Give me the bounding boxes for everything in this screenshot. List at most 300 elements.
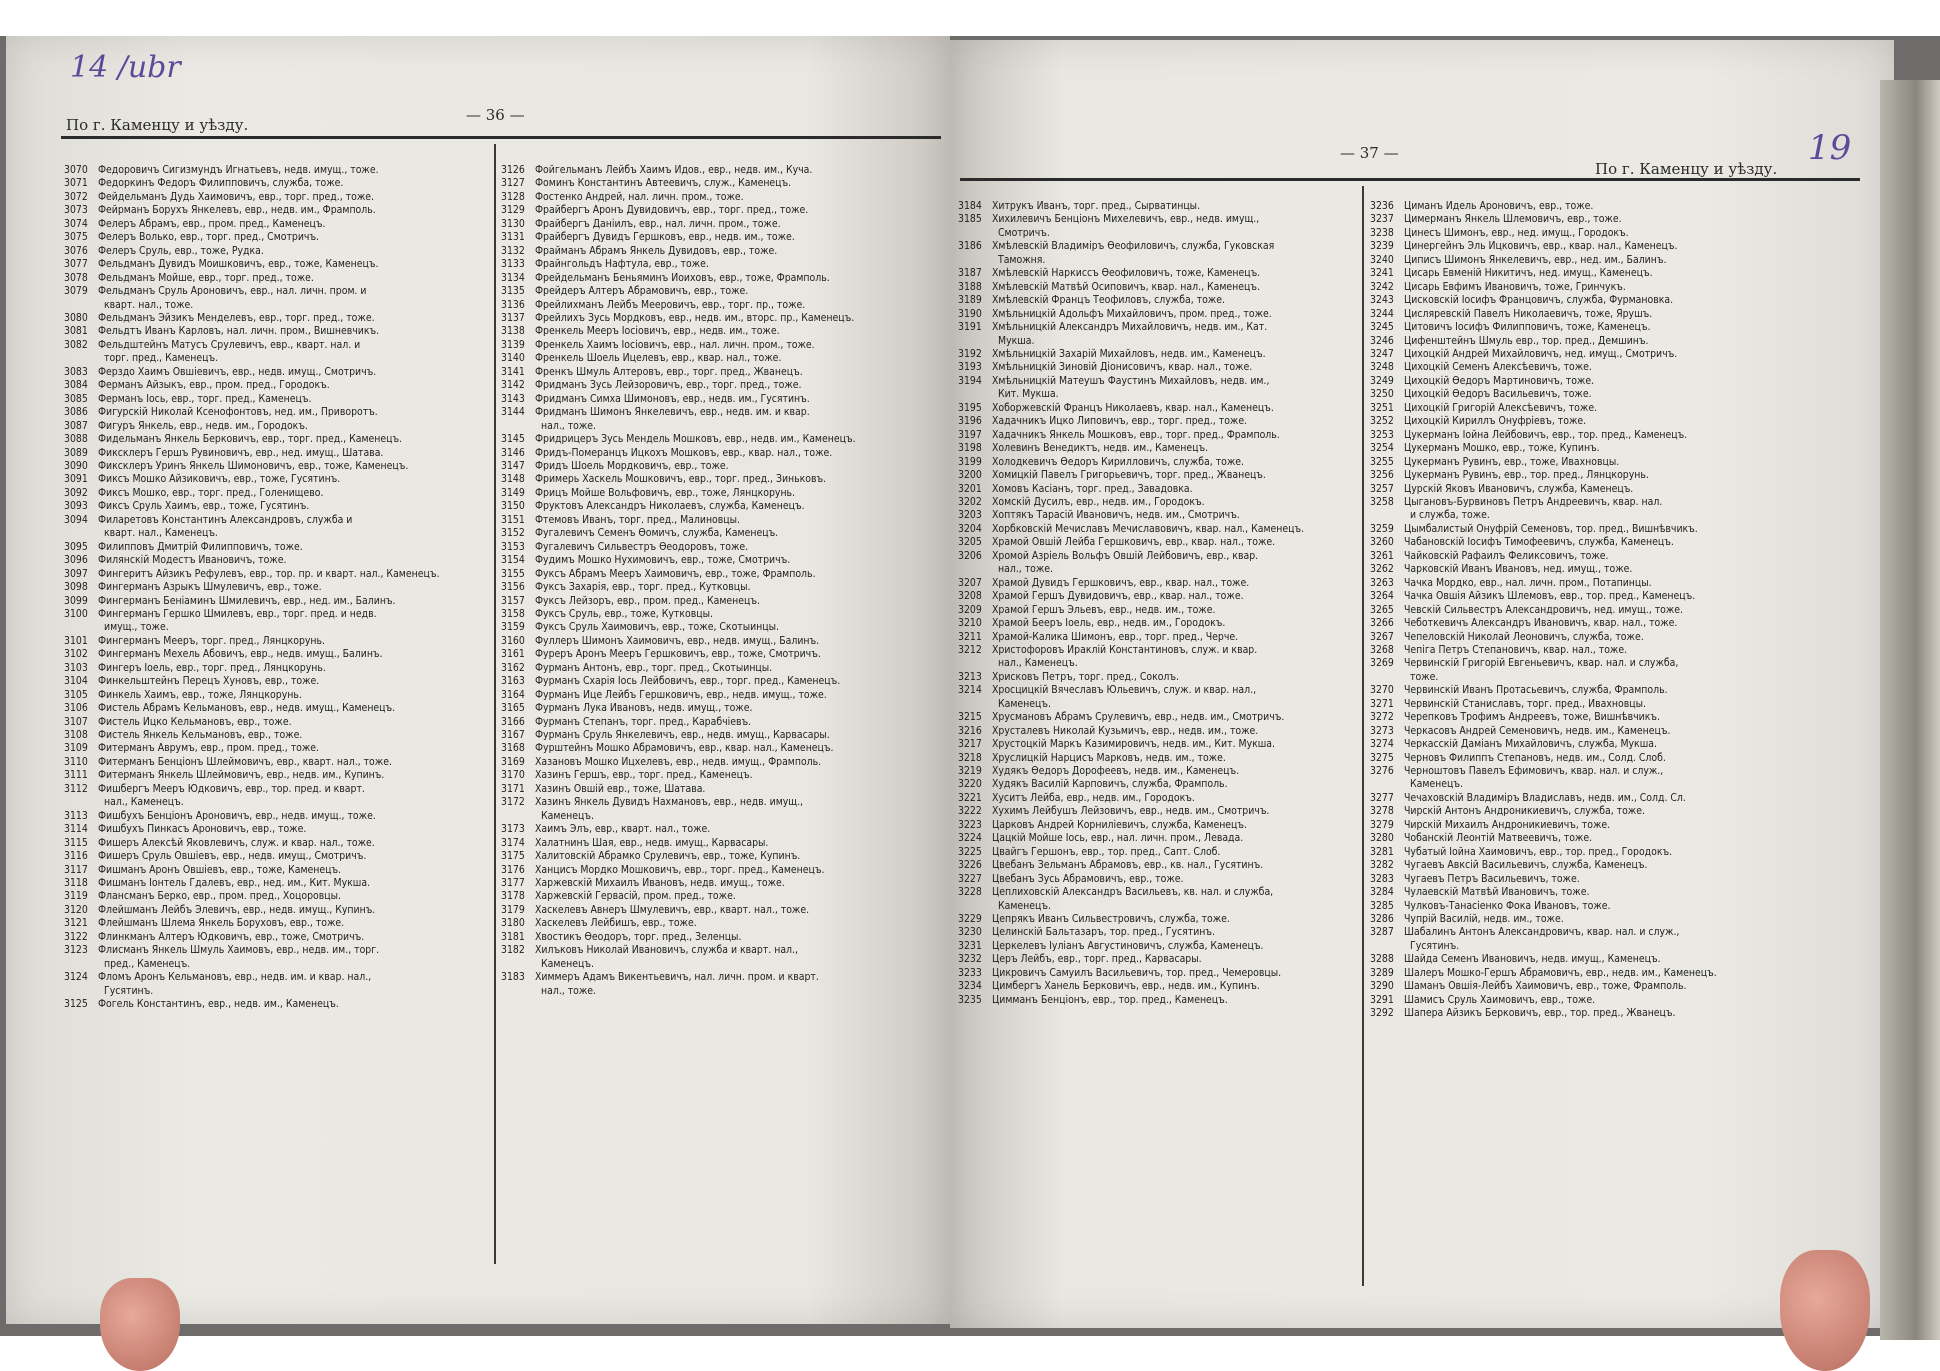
entry-text: Циписъ Шимонъ Янкелевичъ, евр., нед. им., Балинъ. <box>1404 253 1667 266</box>
register-entry <box>1370 456 1850 469</box>
entry-text: Цвайгъ Гершонъ, евр., тор. пред., Сапт. Слоб. <box>992 845 1221 858</box>
entry-text: Каменецъ. <box>541 809 594 822</box>
entry-number: 3292 <box>1370 1007 1394 1020</box>
entry-text: Фридманъ Шимонъ Янкелевичъ, евр., недв. им. и квар. <box>535 406 810 419</box>
register-entry <box>501 850 941 863</box>
entry-number: 3245 <box>1370 321 1394 334</box>
entry-text: Фридманъ Симха Шимоновъ, евр., недв. им., Гусятинъ. <box>535 392 810 405</box>
register-entry <box>958 657 1358 670</box>
register-entry <box>501 904 941 917</box>
entry-number: 3088 <box>64 433 88 446</box>
entry-number: 3080 <box>64 311 88 324</box>
register-entry <box>1370 402 1850 415</box>
entry-text: Фуксъ Абрамъ Мееръ Хаимовичъ, евр., тоже, Фрамполь. <box>535 567 816 580</box>
entry-text: Фурманъ Лука Ивановъ, недв. имущ., тоже. <box>535 702 753 715</box>
entry-number: 3268 <box>1370 643 1394 656</box>
register-entry <box>958 523 1358 536</box>
register-entry <box>64 581 490 594</box>
right-header-rule <box>960 178 1860 181</box>
entry-number: 3235 <box>958 993 982 1006</box>
register-entry <box>958 550 1358 563</box>
entry-text: Фельдтъ Иванъ Карловъ, нал. личн. пром., Вишневчикъ. <box>98 325 380 338</box>
entry-text: Чугаевъ Петръ Васильевичъ, тоже. <box>1404 872 1580 885</box>
register-entry <box>64 890 490 903</box>
register-entry <box>1370 752 1850 765</box>
entry-text: Фельдманъ Мойше, евр., торг. пред., тоже. <box>98 271 314 284</box>
entry-text: Флансманъ Берко, евр., пром. пред., Хоцоровцы. <box>98 890 341 903</box>
entry-text: Фоминъ Константинъ Автеевичъ, служ., Каменецъ. <box>535 177 792 190</box>
entry-number: 3181 <box>501 930 525 943</box>
entry-text: Фуреръ Аронъ Мееръ Гершковичъ, евр., тоже, Смотричъ. <box>535 648 821 661</box>
register-entry <box>501 769 941 782</box>
register-entry <box>958 294 1358 307</box>
entry-number: 3214 <box>958 684 982 697</box>
register-entry <box>64 325 490 338</box>
entry-text: Фингерманъ Азрыкъ Шмулевичъ, евр., тоже. <box>98 581 322 594</box>
entry-number: 3082 <box>64 338 88 351</box>
entry-text: Фельдштейнъ Матусъ Срулевичъ, евр., кварт. нал. и <box>98 338 361 351</box>
entry-number: 3211 <box>958 630 982 643</box>
entry-number: 3130 <box>501 217 525 230</box>
register-entry <box>1370 604 1850 617</box>
entry-text: Шайда Семенъ Ивановичъ, недв. имущ., Каменецъ. <box>1404 953 1661 966</box>
register-entry <box>64 406 490 419</box>
register-entry <box>64 837 490 850</box>
register-entry <box>958 913 1358 926</box>
entry-text: Хмѣлевскій Матвѣй Осиповичъ, квар. нал., Каменецъ. <box>992 280 1260 293</box>
entry-number: 3183 <box>501 971 525 984</box>
register-entry <box>501 595 941 608</box>
entry-text: Филипповъ Дмитрій Филипповичъ, тоже. <box>98 540 303 553</box>
entry-number: 3083 <box>64 365 88 378</box>
entry-text: нал., тоже. <box>541 419 597 432</box>
right-page-column-2 <box>1370 200 1850 1021</box>
entry-text: Чеботкевичъ Александръ Ивановичъ, квар. нал., тоже. <box>1404 617 1678 630</box>
entry-number: 3202 <box>958 495 982 508</box>
entry-text: имущ., тоже. <box>104 621 169 634</box>
register-entry <box>64 648 490 661</box>
entry-number: 3128 <box>501 190 525 203</box>
entry-text: Цымбалистый Онуфрій Семеновъ, тор. пред., Вишнѣвчикъ. <box>1404 522 1698 535</box>
entry-text: Хуситъ Лейба, евр., недв. им., Городокъ. <box>992 791 1195 804</box>
entry-number: 3282 <box>1370 859 1394 872</box>
register-entry <box>958 617 1358 630</box>
register-entry <box>64 783 490 796</box>
entry-number: 3190 <box>958 307 982 320</box>
entry-text: Хрусталевъ Николай Кузьмичъ, евр., недв. им., тоже. <box>992 724 1259 737</box>
entry-text: Фрейлихъ Зусь Мордковъ, евр., недв. им., вторс. пр., Каменецъ. <box>535 311 855 324</box>
entry-number: 3242 <box>1370 280 1394 293</box>
register-entry <box>1370 563 1850 576</box>
entry-number: 3081 <box>64 325 88 338</box>
entry-text: Фингерманъ Мехель Абовичъ, евр., недв. имущ., Балинъ. <box>98 648 383 661</box>
entry-text: Христофоровъ Ираклій Константиновъ, служ. и квар. <box>992 643 1258 656</box>
register-entry <box>501 837 941 850</box>
entry-text: Худякъ Ѳедоръ Дорофеевъ, недв. им., Каменецъ. <box>992 765 1240 778</box>
entry-number: 3095 <box>64 540 88 553</box>
register-entry <box>64 366 490 379</box>
register-entry <box>958 267 1358 280</box>
entry-text: Фелеръ Волько, евр., торг. пред., Смотричъ. <box>98 231 320 244</box>
register-entry <box>1370 388 1850 401</box>
entry-text: Фидельманъ Янкель Берковичъ, евр., торг. пред., Каменецъ. <box>98 433 403 446</box>
entry-number: 3189 <box>958 294 982 307</box>
entry-text: Ферманъ Айзыкъ, евр., пром. пред., Городокъ. <box>98 379 330 392</box>
entry-text: Цихоцкій Семенъ Алексѣевичъ, тоже. <box>1404 361 1592 374</box>
right-page-column-1 <box>958 200 1358 1007</box>
entry-text: Фуксъ Сруль Хаимовичъ, евр., тоже, Скотыинцы. <box>535 621 780 634</box>
entry-number: 3129 <box>501 204 525 217</box>
entry-text: Ханцисъ Мордко Мошковичъ, евр., торг. пред., Каменецъ. <box>535 863 825 876</box>
entry-text: Френкель Хаимъ Іосіовичъ, евр., нал. личн. пром., тоже. <box>535 338 815 351</box>
entry-text: Чачка Овшія Айзикъ Шлемовъ, евр., тор. пред., Каменецъ. <box>1404 590 1696 603</box>
register-entry <box>64 675 490 688</box>
entry-number: 3200 <box>958 469 982 482</box>
register-entry <box>501 716 941 729</box>
entry-number: 3281 <box>1370 845 1394 858</box>
entry-number: 3186 <box>958 240 982 253</box>
entry-number: 3096 <box>64 554 88 567</box>
register-entry <box>1370 926 1850 939</box>
register-entry <box>64 796 490 809</box>
register-entry <box>64 608 490 621</box>
left-page <box>6 36 950 1324</box>
entry-text: Цукерманъ Рувинъ, евр., тор. пред., Лянцкорунь. <box>1404 469 1649 482</box>
entry-number: 3152 <box>501 527 525 540</box>
register-entry <box>64 729 490 742</box>
entry-text: Хруслицкій Нарцисъ Марковъ, недв. им., тоже. <box>992 751 1226 764</box>
entry-text: Холевинъ Венедиктъ, недв. им., Каменецъ. <box>992 442 1209 455</box>
entry-number: 3264 <box>1370 590 1394 603</box>
register-entry <box>501 917 941 930</box>
entry-text: Цихоцкій Григорій Алексѣевичъ, тоже. <box>1404 401 1598 414</box>
register-entry <box>501 742 941 755</box>
entry-number: 3127 <box>501 177 525 190</box>
entry-text: Фугалевичъ Сильвестръ Ѳеодоровъ, тоже. <box>535 540 749 553</box>
entry-number: 3119 <box>64 890 88 903</box>
entry-text: Хилъковъ Николай Ивановичъ, служба и кварт. нал., <box>535 944 798 957</box>
register-entry <box>1370 200 1850 213</box>
entry-text: Фитерманъ Аврумъ, евр., пром. пред., тоже. <box>98 742 320 755</box>
entry-text: Фтемовъ Иванъ, торг. пред., Малиновцы. <box>535 513 740 526</box>
entry-text: пред., Каменецъ. <box>104 957 191 970</box>
register-entry <box>64 245 490 258</box>
register-entry <box>958 469 1358 482</box>
entry-text: Хомскій Дусилъ, евр., недв. им., Городокъ. <box>992 495 1205 508</box>
entry-text: Фридъ Шоель Мордковичъ, евр., тоже. <box>535 459 729 472</box>
register-entry <box>958 846 1358 859</box>
entry-number: 3166 <box>501 715 525 728</box>
entry-number: 3263 <box>1370 576 1394 589</box>
entry-number: 3091 <box>64 473 88 486</box>
entry-number: 3104 <box>64 675 88 688</box>
entry-text: Френкель Мееръ Іосіовичъ, евр., недв. им., тоже. <box>535 325 780 338</box>
register-entry <box>958 254 1358 267</box>
entry-number: 3279 <box>1370 818 1394 831</box>
register-entry <box>1370 509 1850 522</box>
register-entry <box>64 433 490 446</box>
entry-number: 3139 <box>501 338 525 351</box>
entry-text: Черноштовъ Павелъ Ефимовичъ, квар. нал. и служ., <box>1404 765 1664 778</box>
entry-text: Церкелевъ Іуліанъ Августиновичъ, служба, Каменецъ. <box>992 939 1264 952</box>
thumb-right <box>1780 1250 1870 1371</box>
entry-number: 3094 <box>64 513 88 526</box>
entry-text: Фелеръ Абрамъ, евр., пром. пред., Каменецъ. <box>98 217 326 230</box>
entry-text: Чубатый Іойна Хаимовичъ, евр., тор. пред., Городокъ. <box>1404 845 1673 858</box>
register-entry <box>64 716 490 729</box>
entry-number: 3151 <box>501 513 525 526</box>
register-entry <box>1370 644 1850 657</box>
entry-text: Каменецъ. <box>998 697 1051 710</box>
entry-number: 3241 <box>1370 267 1394 280</box>
entry-number: 3085 <box>64 392 88 405</box>
entry-text: Филянскій Модестъ Ивановичъ, тоже. <box>98 554 287 567</box>
entry-number: 3217 <box>958 738 982 751</box>
entry-text: Фрайманъ Абрамъ Янкель Дувидовъ, евр., тоже. <box>535 244 778 257</box>
register-entry <box>501 729 941 742</box>
entry-text: Фистель Янкель Кельмановъ, евр., тоже. <box>98 729 303 742</box>
page-block-edge <box>1880 80 1940 1340</box>
register-entry <box>501 985 941 998</box>
entry-text: Фишбухъ Пинкасъ Ароновичъ, евр., тоже. <box>98 823 307 836</box>
register-entry <box>501 473 941 486</box>
entry-text: Фингерманъ Беніаминъ Шмилевичъ, евр., нед. им., Балинъ. <box>98 594 396 607</box>
entry-text: Халитовскій Абрамко Срулевичъ, евр., тоже, Купинъ. <box>535 850 801 863</box>
entry-number: 3278 <box>1370 805 1394 818</box>
entry-number: 3134 <box>501 271 525 284</box>
entry-number: 3236 <box>1370 200 1394 212</box>
entry-text: Фруктовъ Александръ Николаевъ, служба, Каменецъ. <box>535 500 805 513</box>
entry-text: Мукша. <box>998 334 1035 347</box>
entry-number: 3195 <box>958 401 982 414</box>
entry-text: Церъ Лейбъ, евр., торг. пред., Карвасары. <box>992 953 1202 966</box>
register-entry <box>958 819 1358 832</box>
entry-text: Фельдманъ Эйзикъ Менделевъ, евр., торг. пред., тоже. <box>98 311 375 324</box>
entry-text: Цинергейнъ Эль Ицковичъ, евр., квар. нал., Каменецъ. <box>1404 240 1678 253</box>
entry-text: Шамисъ Сруль Хаимовичъ, евр., тоже. <box>1404 993 1596 1006</box>
entry-number: 3259 <box>1370 522 1394 535</box>
entry-text: торг. пред., Каменецъ. <box>104 352 219 365</box>
register-entry <box>501 245 941 258</box>
entry-number: 3285 <box>1370 899 1394 912</box>
register-entry <box>501 648 941 661</box>
entry-number: 3165 <box>501 702 525 715</box>
register-entry <box>1370 994 1850 1007</box>
register-entry <box>958 415 1358 428</box>
entry-number: 3102 <box>64 648 88 661</box>
handwritten-note-right: 19 <box>1808 128 1852 168</box>
register-entry <box>1370 738 1850 751</box>
register-entry <box>64 931 490 944</box>
register-entry <box>501 514 941 527</box>
entry-text: Фитерманъ Бенціонъ Шлеймовичъ, евр., кварт. нал., тоже. <box>98 755 392 768</box>
entry-text: Хмѣльницкій Адольфъ Михайловичъ, пром. пред., тоже. <box>992 307 1272 320</box>
register-entry <box>1370 792 1850 805</box>
entry-text: Флисманъ Янкель Шмуль Хаимовъ, евр., недв. им., торг. <box>98 944 380 957</box>
register-entry <box>958 792 1358 805</box>
entry-text: Цихоцкій Ѳедоръ Мартиновичъ, тоже. <box>1404 374 1595 387</box>
entry-number: 3250 <box>1370 388 1394 401</box>
entry-text: Храмой Овшій Лейба Гершковичъ, евр., квар. нал., тоже. <box>992 536 1276 549</box>
register-entry <box>958 321 1358 334</box>
entry-number: 3101 <box>64 634 88 647</box>
register-entry <box>501 689 941 702</box>
register-entry <box>1370 980 1850 993</box>
entry-number: 3187 <box>958 267 982 280</box>
entry-text: Хромой Азріель Вольфъ Овшій Лейбовичъ, евр., квар. <box>992 549 1259 562</box>
entry-text: Фугалевичъ Семенъ Ѳомичъ, служба, Каменецъ. <box>535 527 779 540</box>
register-entry <box>958 563 1358 576</box>
register-entry <box>501 568 941 581</box>
entry-number: 3284 <box>1370 886 1394 899</box>
register-entry <box>64 944 490 957</box>
register-entry <box>64 339 490 352</box>
register-entry <box>64 998 490 1011</box>
entry-text: Фейдельманъ Дудь Хаимовичъ, евр., торг. пред., тоже. <box>98 190 374 203</box>
register-entry <box>1370 846 1850 859</box>
entry-text: Хаимъ Элъ, евр., кварт. нал., тоже. <box>535 823 711 836</box>
register-entry <box>501 877 941 890</box>
entry-text: Федоровичъ Сигизмундъ Игнатьевъ, недв. имущ., тоже. <box>98 164 379 176</box>
entry-text: нал., Каменецъ. <box>998 657 1078 670</box>
register-entry <box>501 325 941 338</box>
register-entry <box>64 299 490 312</box>
register-entry <box>64 500 490 513</box>
register-entry <box>958 698 1358 711</box>
register-entry <box>501 460 941 473</box>
entry-text: Хаскелевъ Авнеръ Шмулевичъ, евр., кварт. нал., тоже. <box>535 903 810 916</box>
entry-text: Кит. Мукша. <box>998 388 1059 401</box>
entry-text: Фишеръ Алексѣй Яковлевичъ, служ. и квар. нал., тоже. <box>98 836 375 849</box>
entry-text: Хрусмановъ Абрамъ Срулевичъ, евр., недв. им., Смотричъ. <box>992 711 1285 724</box>
entry-number: 3247 <box>1370 347 1394 360</box>
entry-text: Хазинъ Овшій евр., тоже, Шатава. <box>535 782 706 795</box>
register-entry <box>501 971 941 984</box>
entry-number: 3179 <box>501 903 525 916</box>
register-entry <box>1370 805 1850 818</box>
right-running-head: По г. Каменцу и уѣзду. <box>1595 160 1778 178</box>
entry-text: Фишбергъ Мееръ Юдковичъ, евр., тор. пред. и кварт. <box>98 782 365 795</box>
entry-number: 3153 <box>501 540 525 553</box>
register-entry <box>501 662 941 675</box>
entry-text: Храмой Гершъ Дувидовичъ, евр., квар. нал., тоже. <box>992 590 1244 603</box>
register-entry <box>958 778 1358 791</box>
entry-text: Фрайбергъ Даніилъ, евр., нал. личн. пром., тоже. <box>535 217 781 230</box>
entry-text: Фуксъ Лейзоръ, евр., пром. пред., Каменецъ. <box>535 594 760 607</box>
entry-number: 3108 <box>64 729 88 742</box>
entry-number: 3280 <box>1370 832 1394 845</box>
entry-text: Чупрій Василій, недв. им., тоже. <box>1404 913 1564 926</box>
entry-text: Цукерманъ Рувинъ, евр., тоже, Ивахновцы. <box>1404 455 1620 468</box>
register-entry <box>64 460 490 473</box>
register-entry <box>501 487 941 500</box>
entry-number: 3173 <box>501 823 525 836</box>
register-entry <box>958 940 1358 953</box>
entry-text: Каменецъ. <box>541 957 594 970</box>
entry-text: Фурманъ Сруль Янкелевичъ, евр., недв. имущ., Карвасары. <box>535 729 830 742</box>
entry-number: 3198 <box>958 442 982 455</box>
entry-number: 3171 <box>501 782 525 795</box>
entry-text: Фиксъ Мошко, евр., торг. пред., Голенищево. <box>98 486 324 499</box>
entry-number: 3205 <box>958 536 982 549</box>
register-entry <box>958 496 1358 509</box>
register-entry <box>501 675 941 688</box>
entry-text: Цукерманъ Мошко, евр., тоже, Купинъ. <box>1404 442 1600 455</box>
register-entry <box>501 500 941 513</box>
entry-text: Хадачникъ Ицко Липовичъ, евр., торг. пред., тоже. <box>992 415 1248 428</box>
entry-number: 3076 <box>64 244 88 257</box>
register-entry <box>501 258 941 271</box>
entry-number: 3223 <box>958 818 982 831</box>
entry-text: Фингеритъ Айзикъ Рефулевъ, евр., тор. пр. и кварт. нал., Каменецъ. <box>98 567 440 580</box>
register-entry <box>501 958 941 971</box>
register-entry <box>1370 832 1850 845</box>
register-entry <box>64 447 490 460</box>
entry-number: 3159 <box>501 621 525 634</box>
entry-text: Хухимъ Лейбушъ Лейзовичъ, евр., недв. им., Смотричъ. <box>992 805 1270 818</box>
entry-text: Фигуръ Янкель, евр., недв. им., Городокъ. <box>98 419 308 432</box>
entry-number: 3287 <box>1370 926 1394 939</box>
register-entry <box>501 541 941 554</box>
entry-text: Хмѣльницкій Захарій Михайловъ, недв. им., Каменецъ. <box>992 347 1266 360</box>
entry-number: 3197 <box>958 428 982 441</box>
entry-number: 3177 <box>501 877 525 890</box>
entry-text: Хаскелевъ Лейбишъ, евр., тоже. <box>535 917 697 930</box>
entry-number: 3120 <box>64 903 88 916</box>
entry-text: Хитрукъ Иванъ, торг. пред., Сырватинцы. <box>992 200 1201 212</box>
entry-number: 3252 <box>1370 415 1394 428</box>
entry-number: 3266 <box>1370 617 1394 630</box>
entry-text: и служба, тоже. <box>1410 509 1490 522</box>
entry-number: 3274 <box>1370 738 1394 751</box>
entry-number: 3106 <box>64 702 88 715</box>
entry-text: Фистель Ицко Кельмановъ, евр., тоже. <box>98 715 292 728</box>
entry-number: 3135 <box>501 285 525 298</box>
entry-text: Чирскій Антонъ Андроникиевичъ, служба, тоже. <box>1404 805 1645 818</box>
register-entry <box>958 711 1358 724</box>
register-entry <box>1370 953 1850 966</box>
entry-number: 3164 <box>501 688 525 701</box>
entry-number: 3170 <box>501 769 525 782</box>
register-entry <box>1370 859 1850 872</box>
entry-number: 3124 <box>64 971 88 984</box>
entry-number: 3216 <box>958 724 982 737</box>
entry-number: 3269 <box>1370 657 1394 670</box>
left-page-column-2 <box>501 164 941 998</box>
register-entry <box>64 487 490 500</box>
entry-text: Чулаевскій Матвѣй Ивановичъ, тоже. <box>1404 886 1590 899</box>
entry-number: 3075 <box>64 231 88 244</box>
entry-number: 3070 <box>64 164 88 176</box>
entry-number: 3291 <box>1370 993 1394 1006</box>
entry-text: Фиксклеръ Уринъ Янкель Шимоновичъ, евр., тоже, Каменецъ. <box>98 459 409 472</box>
register-entry <box>958 900 1358 913</box>
entry-text: Черкасовъ Андрей Семеновичъ, недв. им., Каменецъ. <box>1404 724 1671 737</box>
entry-text: Флинкманъ Алтеръ Юдковичъ, евр., тоже, Смотричъ. <box>98 930 365 943</box>
entry-number: 3249 <box>1370 374 1394 387</box>
entry-text: Фогель Константинъ, евр., недв. им., Каменецъ. <box>98 998 339 1011</box>
entry-text: Фрейлихманъ Лейбъ Мееровичъ, евр., торг. пр., тоже. <box>535 298 806 311</box>
entry-number: 3161 <box>501 648 525 661</box>
entry-text: Таможня. <box>998 253 1046 266</box>
entry-number: 3196 <box>958 415 982 428</box>
entry-number: 3184 <box>958 200 982 212</box>
entry-text: нал., тоже. <box>541 984 597 997</box>
register-entry <box>501 352 941 365</box>
register-entry <box>958 725 1358 738</box>
entry-text: Черновъ Филиппъ Степановъ, недв. им., Солд. Слоб. <box>1404 751 1666 764</box>
entry-number: 3167 <box>501 729 525 742</box>
